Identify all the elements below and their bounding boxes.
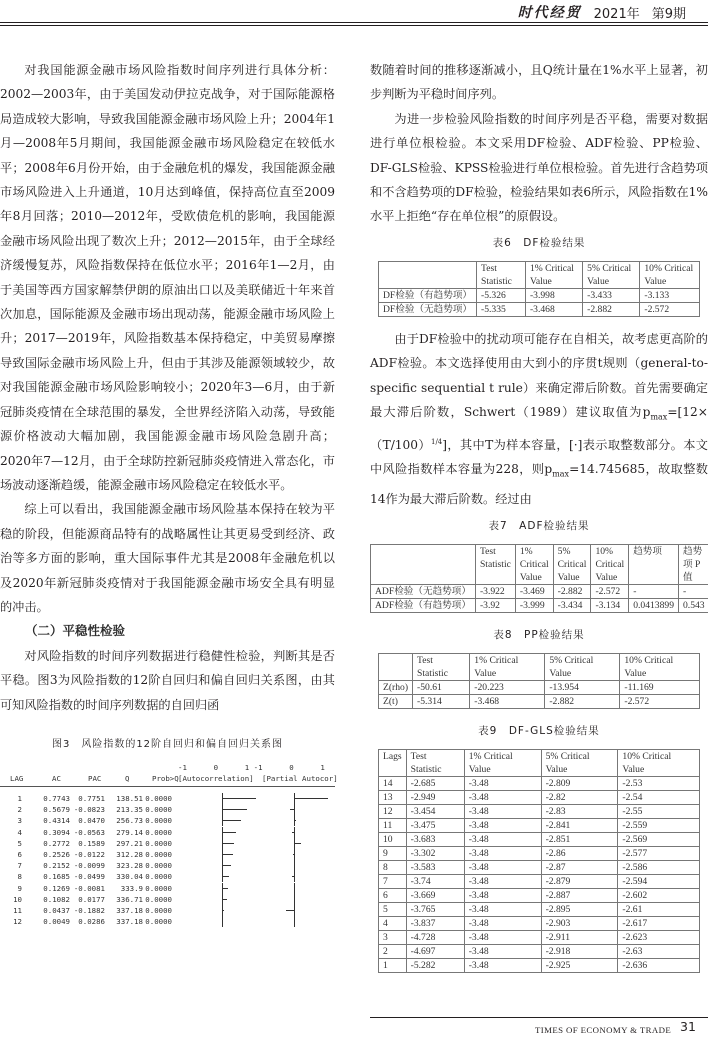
- table-cell: -3.48: [464, 888, 541, 902]
- header-rule-thin: [0, 25, 708, 26]
- header-rule: [0, 22, 708, 23]
- table-cell: -2.925: [541, 958, 618, 972]
- table-cell: -2.594: [618, 874, 700, 888]
- table-cell: 12: [379, 804, 407, 818]
- figure-cell-ac: 0.3094: [43, 827, 70, 837]
- table-cell: -4.697: [406, 944, 464, 958]
- figure-column-header: Q: [125, 773, 130, 783]
- table-row: [379, 790, 700, 804]
- table-cell: 7: [379, 874, 407, 888]
- table-row: [379, 694, 700, 708]
- figure-cell-p: 0.0000: [145, 827, 172, 837]
- table-row: [371, 584, 708, 598]
- table-header-cell: 10% Critical Value: [618, 749, 700, 776]
- figure-cell-p: 0.0000: [145, 793, 172, 803]
- figure-cell-pac: -0.1882: [73, 905, 105, 915]
- table-cell: -3.48: [464, 930, 541, 944]
- table-cell: -3.434: [553, 598, 591, 612]
- table-header-cell: 10% Critical Value: [640, 261, 700, 288]
- figure-cell-p: 0.0000: [145, 838, 172, 848]
- table-caption: 表9 DF-GLS检验结果: [478, 724, 600, 737]
- table-row: [379, 832, 700, 846]
- zero-tick: [294, 860, 295, 871]
- table-cell: -3.433: [583, 288, 640, 302]
- figure-cell-pac: -0.0499: [73, 872, 105, 882]
- table-row: [379, 804, 700, 818]
- zero-tick: [222, 815, 223, 826]
- table-cell: -2.949: [406, 790, 464, 804]
- figure-cell-ac: 0.2526: [43, 849, 70, 859]
- table-cell: 8: [379, 860, 407, 874]
- zero-tick: [294, 849, 295, 860]
- figure-row: [0, 916, 335, 927]
- figure-row: [0, 860, 335, 871]
- table-cell: -3.999: [515, 598, 553, 612]
- table-row: [379, 958, 700, 972]
- table-cell: DF检验（无趋势项）: [379, 302, 477, 316]
- figure-cell-ac: 0.5679: [43, 805, 70, 815]
- table-cell: 5: [379, 902, 407, 916]
- text-run: =14.745685，故取整数14作为最大滞后阶数。经过由: [370, 462, 708, 507]
- table-cell: -2.586: [618, 860, 700, 874]
- figure-cell-lag: 11: [13, 905, 22, 915]
- table-cell: -2.53: [618, 776, 700, 790]
- table-cell: -3.669: [406, 888, 464, 902]
- page-header: [518, 2, 686, 22]
- figure-cell-p: 0.0000: [145, 849, 172, 859]
- zero-tick: [294, 804, 295, 815]
- body-paragraph: 为进一步检验风险指数的时间序列是否平稳，需要对数据进行单位根检验。本文采用DF检验、ADF检验、PP检验、DF-GLS检验、KPSS检验进行单位根检验。首先进行含趋势项和不含趋势项的DF检验，检验结果如表6所示，风险指数在1%水平上拒绝“存在单位根”的原假设。: [370, 111, 708, 224]
- figure-cell-lag: 10: [13, 894, 22, 904]
- ac-bar: [222, 832, 236, 833]
- table-cell: -2.617: [618, 916, 700, 930]
- table-header-cell: [371, 544, 476, 584]
- figure-cell-p: 0.0000: [145, 872, 172, 882]
- table-cell: DF检验（有趋势项）: [379, 288, 477, 302]
- table-cell: 4: [379, 916, 407, 930]
- figure-row: [0, 905, 335, 916]
- table-cell: 0.543: [679, 598, 708, 612]
- figure-column-header: LAG: [10, 773, 24, 783]
- figure-cell-p: 0.0000: [145, 917, 172, 927]
- ac-bar: [222, 820, 241, 821]
- figure-cell-q: 312.28: [116, 849, 143, 859]
- zero-tick: [294, 871, 295, 882]
- table-cell: -3.469: [515, 584, 553, 598]
- footer-rule: [370, 1017, 708, 1018]
- table-cell: -3.48: [464, 874, 541, 888]
- figure-cell-p: 0.0000: [145, 805, 172, 815]
- right-column: [370, 58, 708, 973]
- figure-column-header: Prob>Q: [152, 773, 179, 783]
- figure-cell-q: 279.14: [116, 827, 143, 837]
- table-cell: -2.918: [541, 944, 618, 958]
- table-header-cell: Test Statistic: [477, 261, 526, 288]
- table-cell: 3: [379, 930, 407, 944]
- table-header-cell: 10% Critical Value: [620, 653, 700, 680]
- figure-cell-ac: 0.1082: [43, 894, 70, 904]
- table-header-cell: 5% Critical Value: [583, 261, 640, 288]
- pac-bar: [286, 910, 294, 911]
- table-cell: -3.48: [464, 776, 541, 790]
- table-cell: -2.577: [618, 846, 700, 860]
- table-row: [379, 930, 700, 944]
- table-cell: -3.48: [464, 958, 541, 972]
- table-cell: -2.87: [541, 860, 618, 874]
- figure-cell-q: 337.18: [116, 917, 143, 927]
- figure-cell-pac: 0.7751: [78, 793, 105, 803]
- table-cell: -3.583: [406, 860, 464, 874]
- ac-bar: [222, 843, 234, 844]
- figure-cell-pac: -0.0563: [73, 827, 105, 837]
- figure-cell-q: 138.51: [116, 793, 143, 803]
- pac-bar: [294, 798, 328, 799]
- body-paragraph: 对我国能源金融市场风险指数时间序列进行具体分析：2002—2003年，由于美国发动伊拉克战争，对于国际能源格局造成较大影响，导致我国能源金融市场风险上升；2004年1月—2008年5月期间，我国能源金融市场风险稳定在较低水平；2008年6月份开始，由于金融危机的爆发，我国能源金融市场风险进入上升通道，10月达到峰值，保持高位直至2009年8月回落；2010—2012年，受欧债危机的影响，我国能源金融市场风险出现了数次上升；2012—2015年，由于全球经济缓慢复苏，风险指数保持在低位水平；2016年1—2月，由于美国等西方国家解禁伊朗的原油出口以及美联储近十年来首次加息，国际能源及金融市场出现动荡，能源金融市场风险上升；2017—2019年，风险指数基本保持稳定，中美贸易摩擦导致国际金融市场风险上升，但由于其涉及能源领域较少，故对我国能源金融市场风险影响较小；2020年3—6月，由于新冠肺炎疫情在全球范围的暴发，全世界经济陷入动荡，导致能源价格波动大幅加剧，我国能源金融市场风险急剧升高；2020年7—12月，由于全球防控新冠肺炎疫情进入常态化，市场波动逐渐趋缓，能源金融市场风险稳定在较低水平。: [0, 63, 335, 492]
- figure-cell-ac: 0.0437: [43, 905, 70, 915]
- table-cell: -2.559: [618, 818, 700, 832]
- figure-cell-q: 330.04: [116, 872, 143, 882]
- zero-tick: [222, 916, 223, 927]
- page-number: 31: [680, 1019, 696, 1034]
- figure-cell-pac: -0.0823: [73, 805, 105, 815]
- section-subheading: （二）平稳性检验: [25, 623, 126, 639]
- table-cell: -2.882: [545, 694, 620, 708]
- figure-cell-p: 0.0000: [145, 894, 172, 904]
- table-cell: 1: [379, 958, 407, 972]
- table-row: [379, 846, 700, 860]
- figure-scale: -1 0 1 -1 0 1: [178, 762, 325, 772]
- ac-bar: [222, 854, 233, 855]
- body-paragraph: [370, 327, 708, 512]
- figure-rule: [0, 786, 335, 787]
- figure-row: [0, 883, 335, 894]
- zero-tick: [222, 827, 223, 838]
- figure-cell-lag: 7: [17, 861, 22, 871]
- table-cell: -3.683: [406, 832, 464, 846]
- subscript: max: [650, 412, 668, 422]
- table-cell: -2.895: [541, 902, 618, 916]
- figure-row: [0, 815, 335, 826]
- table-header-cell: [379, 653, 413, 680]
- table-cell: Z(rho): [379, 680, 413, 694]
- table-header-cell: 5% Critical Value: [545, 653, 620, 680]
- zero-tick: [294, 916, 295, 927]
- zero-tick: [294, 838, 295, 849]
- figure-row: [0, 871, 335, 882]
- figure-column-header: PAC: [88, 773, 102, 783]
- table-cell: -3.134: [591, 598, 629, 612]
- body-paragraph: 数随着时间的推移逐渐减小，且Q统计量在1%水平上显著，初步判断为平稳时间序列。: [370, 63, 708, 102]
- pp-test-table: [378, 653, 700, 709]
- figure-cell-lag: 9: [17, 883, 22, 893]
- table-cell: -3.837: [406, 916, 464, 930]
- figure-cell-lag: 8: [17, 872, 22, 882]
- table-cell: -50.61: [413, 680, 470, 694]
- table-cell: -3.468: [470, 694, 545, 708]
- issue-year: 2021年: [593, 6, 640, 22]
- table-cell: 11: [379, 818, 407, 832]
- zero-tick: [294, 894, 295, 905]
- table-cell: -3.48: [464, 818, 541, 832]
- table-cell: -5.314: [413, 694, 470, 708]
- table-caption: 表6 DF检验结果: [492, 236, 586, 249]
- figure-row: [0, 804, 335, 815]
- table-cell: -2.86: [541, 846, 618, 860]
- zero-tick: [294, 883, 295, 894]
- adf-test-table: [370, 544, 708, 613]
- zero-tick: [222, 804, 223, 815]
- zero-tick: [294, 815, 295, 826]
- table-header-cell: 趋势项 P值: [679, 544, 708, 584]
- figure-cell-ac: 0.7743: [43, 793, 70, 803]
- figure-cell-pac: 0.1589: [78, 838, 105, 848]
- figure-row: [0, 793, 335, 804]
- table-cell: -3.48: [464, 804, 541, 818]
- table-cell: -2.882: [553, 584, 591, 598]
- table-cell: -3.48: [464, 944, 541, 958]
- table-cell: -3.922: [475, 584, 515, 598]
- figure-cell-p: 0.0000: [145, 905, 172, 915]
- zero-tick: [222, 793, 223, 804]
- figure-cell-pac: 0.0177: [78, 894, 105, 904]
- table-cell: -3.74: [406, 874, 464, 888]
- zero-tick: [294, 827, 295, 838]
- table-row: [379, 874, 700, 888]
- table-cell: -2.685: [406, 776, 464, 790]
- figure-row: [0, 849, 335, 860]
- figure-cell-lag: 3: [17, 816, 22, 826]
- table-cell: -2.61: [618, 902, 700, 916]
- left-column: [0, 58, 338, 933]
- table-cell: -2.572: [620, 694, 700, 708]
- figure-cell-ac: 0.2152: [43, 861, 70, 871]
- figure-column-header: AC: [52, 773, 61, 783]
- zero-tick: [222, 883, 223, 894]
- table-header-cell: 5% Critical Value: [541, 749, 618, 776]
- figure-column-header: [Autocorrelation]: [178, 773, 254, 783]
- figure-cell-p: 0.0000: [145, 883, 172, 893]
- table-caption: 表7 ADF检验结果: [488, 519, 590, 532]
- table-cell: -3.302: [406, 846, 464, 860]
- table-cell: -5.282: [406, 958, 464, 972]
- table-cell: -3.48: [464, 846, 541, 860]
- table-cell: 10: [379, 832, 407, 846]
- table-cell: -2.572: [591, 584, 629, 598]
- table-row: [371, 598, 708, 612]
- ac-bar: [222, 876, 229, 877]
- figure-cell-lag: 6: [17, 849, 22, 859]
- issue-number: 第9期: [651, 6, 686, 22]
- table-row: [379, 776, 700, 790]
- figure-cell-q: 337.18: [116, 905, 143, 915]
- figure-cell-p: 0.0000: [145, 861, 172, 871]
- table-cell: -3.48: [464, 916, 541, 930]
- table-cell: -2.882: [583, 302, 640, 316]
- table-row: [379, 902, 700, 916]
- journal-title: 时代经贸: [517, 5, 582, 21]
- subscript: max: [552, 469, 570, 479]
- table-cell: -4.728: [406, 930, 464, 944]
- table-header-cell: Test Statistic: [475, 544, 515, 584]
- table-cell: -2.809: [541, 776, 618, 790]
- table-row: [379, 916, 700, 930]
- figure-cell-ac: 0.1685: [43, 872, 70, 882]
- zero-tick: [222, 838, 223, 849]
- table-header-cell: 1% Critical Value: [464, 749, 541, 776]
- table-header-cell: Lags: [379, 749, 407, 776]
- table-row: [379, 680, 700, 694]
- figure-cell-pac: -0.0122: [73, 849, 105, 859]
- df-test-table: [378, 261, 700, 317]
- table-cell: -2.54: [618, 790, 700, 804]
- table-cell: -2.602: [618, 888, 700, 902]
- figure-cell-ac: 0.4314: [43, 816, 70, 826]
- table-cell: -3.48: [464, 902, 541, 916]
- footer-journal-name: TIMES OF ECONOMY & TRADE: [535, 1025, 672, 1035]
- figure-cell-pac: -0.0081: [73, 883, 105, 893]
- figure-row: [0, 894, 335, 905]
- table-cell: -3.48: [464, 860, 541, 874]
- table-cell: -2.903: [541, 916, 618, 930]
- table-header-cell: [379, 261, 477, 288]
- table-cell: -2.911: [541, 930, 618, 944]
- table-row: [379, 288, 700, 302]
- table-cell: ADF检验（无趋势项）: [371, 584, 476, 598]
- figure-cell-lag: 4: [17, 827, 22, 837]
- figure-cell-ac: 0.0049: [43, 917, 70, 927]
- table-cell: 2: [379, 944, 407, 958]
- figure-cell-q: 297.21: [116, 838, 143, 848]
- table-header-cell: 5% Critical Value: [553, 544, 591, 584]
- figure-cell-q: 213.35: [116, 805, 143, 815]
- table-cell: -2.572: [640, 302, 700, 316]
- zero-tick: [294, 905, 295, 916]
- zero-tick: [222, 849, 223, 860]
- table-cell: 9: [379, 846, 407, 860]
- table-header-cell: Test Statistic: [406, 749, 464, 776]
- table-cell: -2.63: [618, 944, 700, 958]
- figure-row: [0, 827, 335, 838]
- zero-tick: [294, 793, 295, 804]
- table-cell: -2.55: [618, 804, 700, 818]
- text-run: 由于DF检验中的扰动项可能存在自相关，故考虑更高阶的ADF检验。本文选择使用由大到小的序贯t规则（general-to-specific sequential t rule）来确定滞后阶数。首先需要确定最大滞后阶数，Schwert（1989）建议取值为p: [370, 331, 708, 420]
- table-cell: -3.468: [525, 302, 582, 316]
- table-cell: -20.223: [470, 680, 545, 694]
- table-cell: 14: [379, 776, 407, 790]
- figure-cell-ac: 0.2772: [43, 838, 70, 848]
- dfgls-test-table: [378, 749, 700, 973]
- table-cell: -2.879: [541, 874, 618, 888]
- ac-bar: [222, 809, 247, 810]
- table-cell: -3.48: [464, 790, 541, 804]
- table-cell: -2.623: [618, 930, 700, 944]
- table-header-cell: Test Statistic: [413, 653, 470, 680]
- text-run: =[12×（T/100）: [370, 405, 708, 452]
- table-cell: -2.82: [541, 790, 618, 804]
- figure-cell-p: 0.0000: [145, 816, 172, 826]
- figure-row: [0, 838, 335, 849]
- table-cell: -5.335: [477, 302, 526, 316]
- ac-bar: [222, 865, 231, 866]
- table-cell: -3.92: [475, 598, 515, 612]
- table-caption: 表8 PP检验结果: [493, 628, 585, 641]
- figure-cell-q: 333.9: [120, 883, 143, 893]
- table-cell: -5.326: [477, 288, 526, 302]
- table-header-cell: 1% Critical Value: [515, 544, 553, 584]
- table-row: [379, 302, 700, 316]
- table-cell: -3.765: [406, 902, 464, 916]
- table-cell: -3.48: [464, 832, 541, 846]
- table-cell: 13: [379, 790, 407, 804]
- table-cell: 6: [379, 888, 407, 902]
- figure-cell-lag: 12: [13, 917, 22, 927]
- figure-cell-lag: 1: [17, 793, 22, 803]
- zero-tick: [222, 871, 223, 882]
- table-cell: -: [679, 584, 708, 598]
- table-cell: Z(t): [379, 694, 413, 708]
- table-cell: -: [629, 584, 679, 598]
- table-cell: -3.998: [525, 288, 582, 302]
- table-header-cell: 10% Critical Value: [591, 544, 629, 584]
- figure-cell-q: 256.73: [116, 816, 143, 826]
- table-cell: -2.636: [618, 958, 700, 972]
- table-header-cell: 趋势项: [629, 544, 679, 584]
- table-cell: -3.454: [406, 804, 464, 818]
- figure-column-header: [Partial Autocor]: [262, 773, 338, 783]
- table-row: [379, 944, 700, 958]
- table-cell: -2.83: [541, 804, 618, 818]
- zero-tick: [222, 905, 223, 916]
- table-cell: -3.475: [406, 818, 464, 832]
- zero-tick: [222, 860, 223, 871]
- table-cell: -2.851: [541, 832, 618, 846]
- superscript: 1/4: [431, 437, 443, 446]
- autocorrelation-figure: [0, 761, 338, 933]
- ac-bar: [222, 798, 256, 799]
- table-row: [379, 818, 700, 832]
- table-cell: -2.841: [541, 818, 618, 832]
- table-cell: -11.169: [620, 680, 700, 694]
- table-cell: -2.569: [618, 832, 700, 846]
- table-cell: -2.887: [541, 888, 618, 902]
- body-paragraph: 对风险指数的时间序列数据进行稳健性检验，判断其是否平稳。图3为风险指数的12阶自回归和偏自回归关系图，由其可知风险指数的时间序列数据的自回归函: [0, 648, 335, 712]
- figure-caption: 图3 风险指数的12阶自回归和偏自回归关系图: [51, 738, 284, 750]
- text-run: ]，其中T为样本容量，[·]表示取整数部分。本文中风险指数样本容量为228，则p: [370, 437, 708, 477]
- table-cell: -3.133: [640, 288, 700, 302]
- table-cell: 0.0413899: [629, 598, 679, 612]
- table-header-cell: 1% Critical Value: [525, 261, 582, 288]
- table-header-cell: 1% Critical Value: [470, 653, 545, 680]
- figure-cell-pac: -0.0099: [73, 861, 105, 871]
- figure-cell-lag: 5: [17, 838, 22, 848]
- table-cell: ADF检验（有趋势项）: [371, 598, 476, 612]
- figure-cell-pac: 0.0286: [78, 917, 105, 927]
- figure-cell-pac: 0.0470: [78, 816, 105, 826]
- zero-tick: [222, 894, 223, 905]
- body-paragraph: 综上可以看出，我国能源金融市场风险基本保持在较为平稳的阶段，但能源商品特有的战略属性让其更易受到经济、政治等多方面的影响，重大国际事件尤其是2008年金融危机以及2020年新冠肺炎疫情对于我国能源金融市场安全具有明显的冲击。: [0, 502, 335, 614]
- figure-cell-lag: 2: [17, 805, 22, 815]
- table-row: [379, 888, 700, 902]
- figure-cell-q: 336.71: [116, 894, 143, 904]
- table-row: [379, 860, 700, 874]
- figure-cell-ac: 0.1269: [43, 883, 70, 893]
- pac-bar: [294, 843, 301, 844]
- figure-cell-q: 323.28: [116, 861, 143, 871]
- table-cell: -13.954: [545, 680, 620, 694]
